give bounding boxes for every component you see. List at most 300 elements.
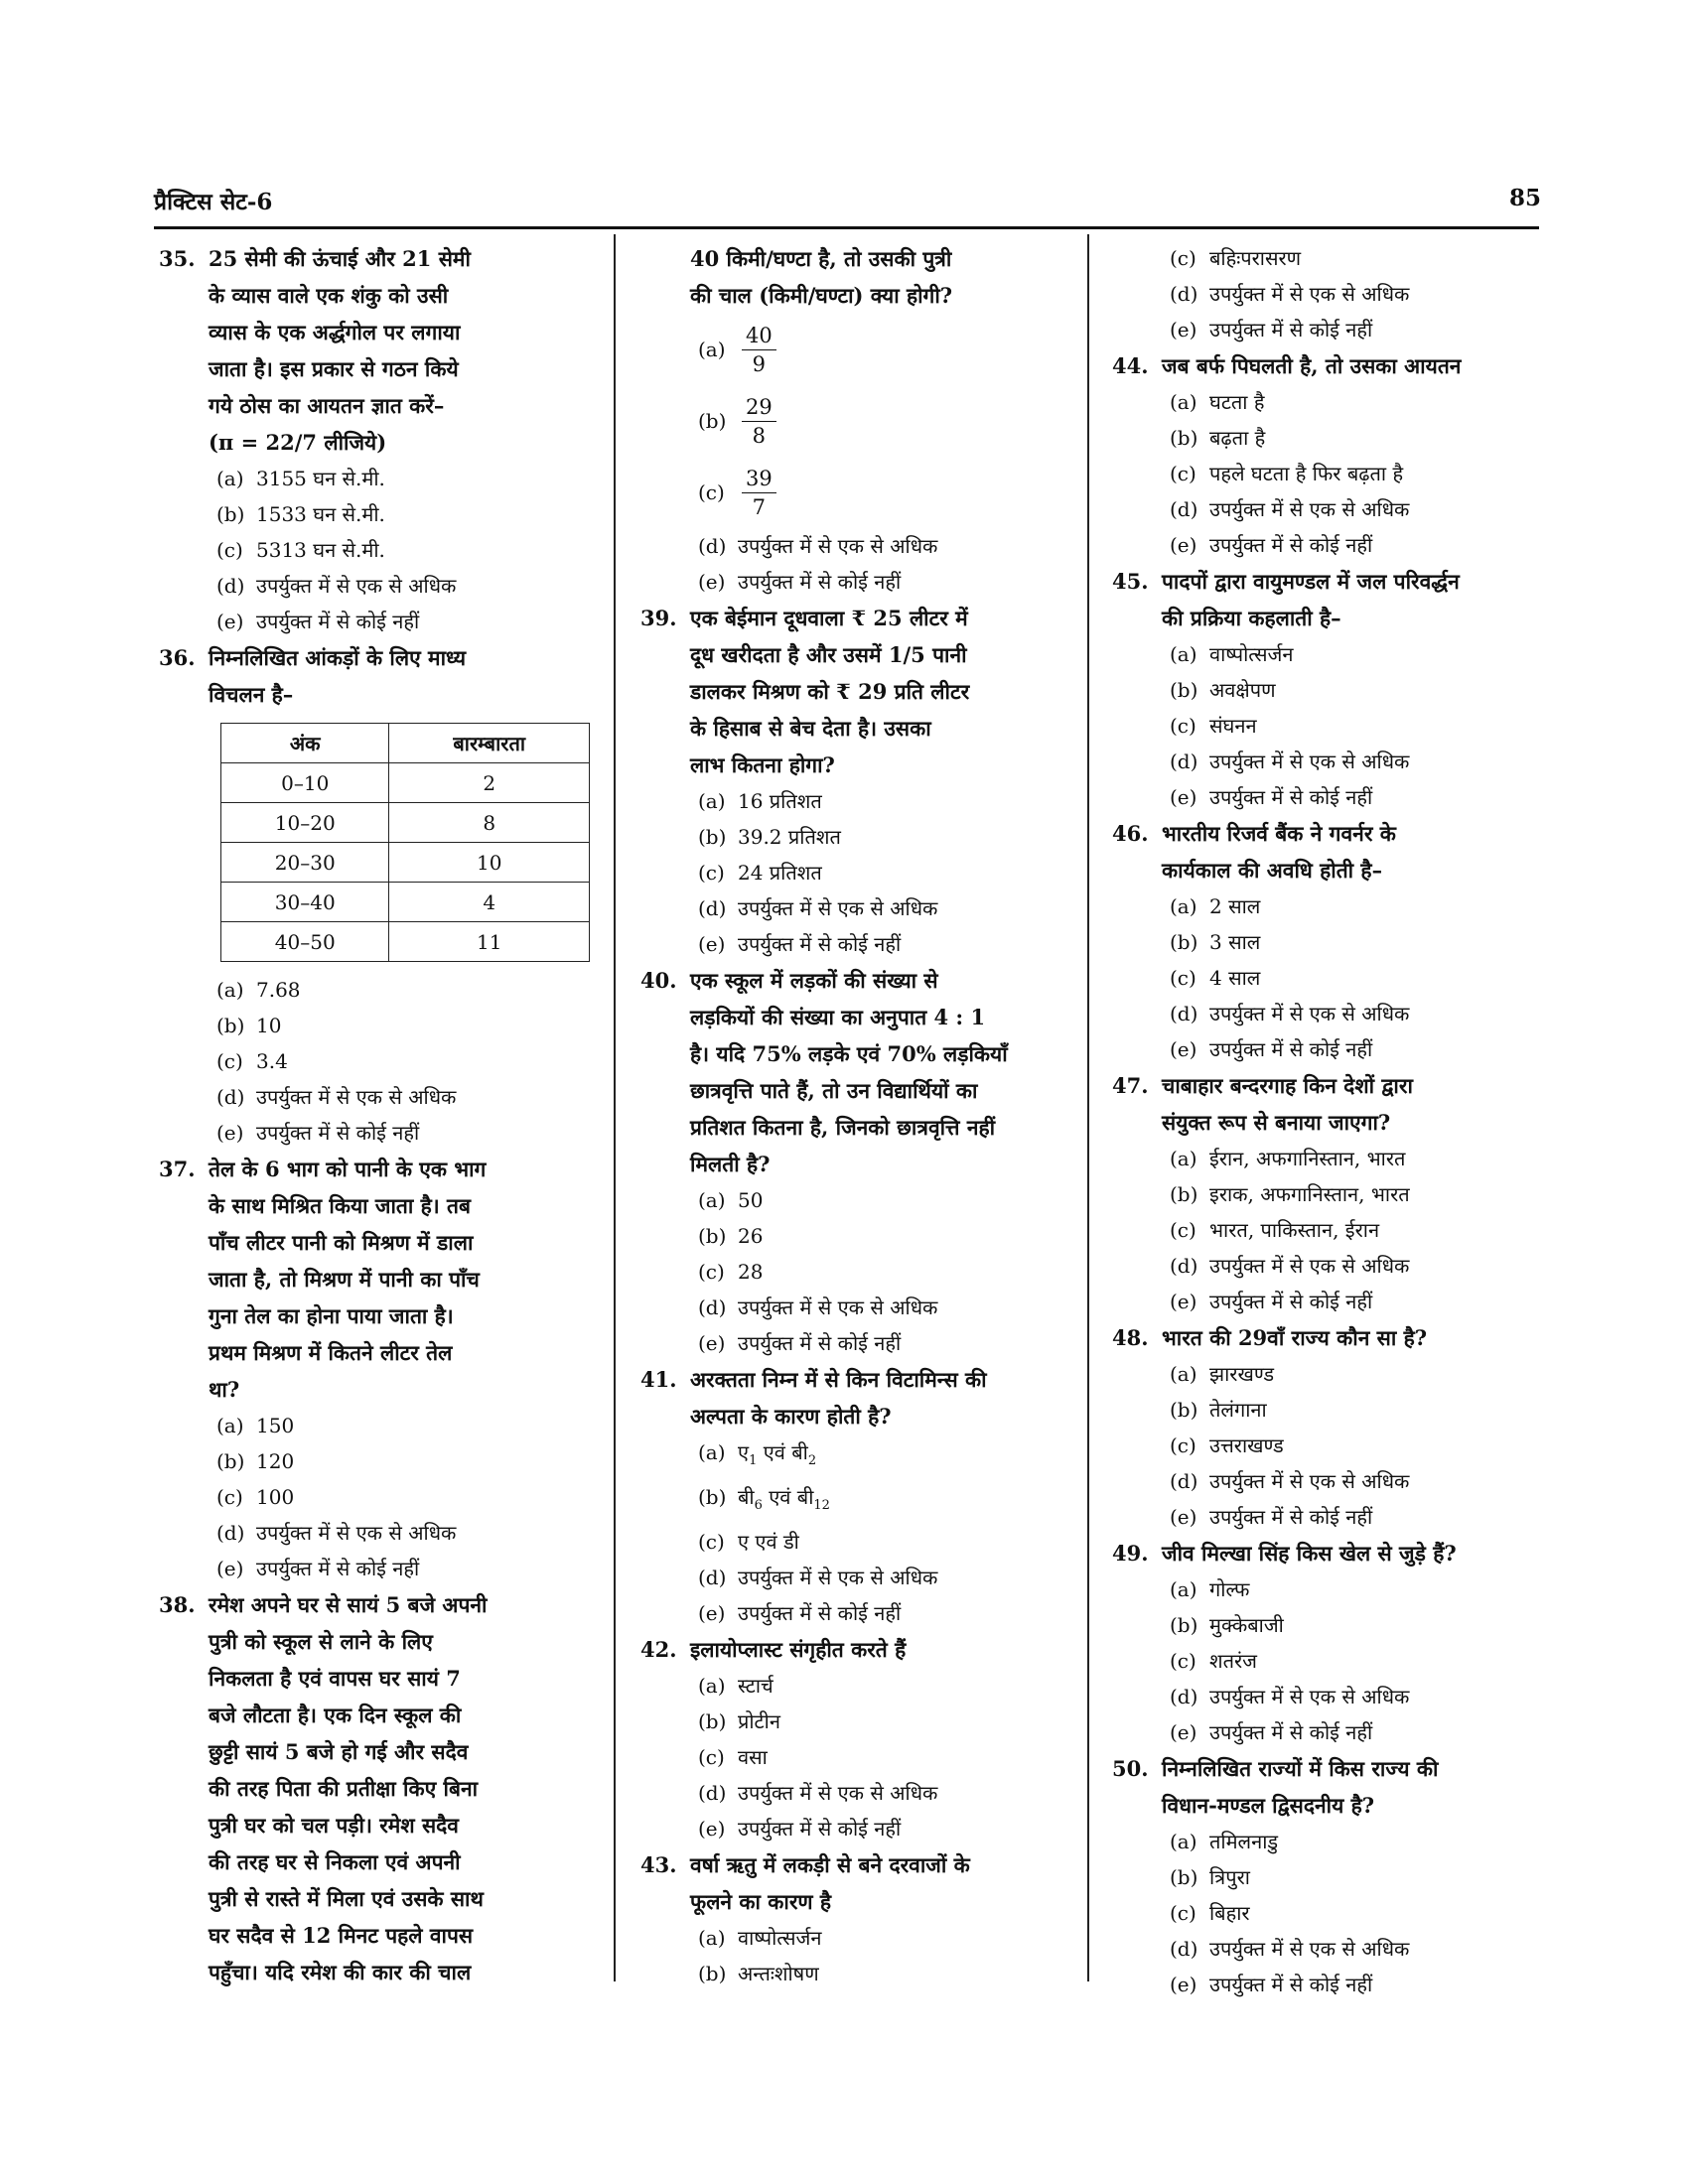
option-letter: (b) bbox=[216, 1449, 245, 1473]
fraction-numerator: 29 bbox=[742, 393, 776, 422]
question-q48 bbox=[1112, 1319, 1539, 1535]
question-text-line bbox=[640, 1146, 1072, 1182]
question-text: घर सदैव से 12 मिनट पहले वापस bbox=[209, 1923, 474, 1948]
option-text: उपर्युक्त में से कोई नहीं bbox=[1209, 785, 1373, 809]
option-q49 bbox=[1170, 1571, 1539, 1607]
option-letter: (a) bbox=[698, 789, 726, 813]
vitamin-subscript: 6 bbox=[754, 1498, 763, 1513]
question-text: जीव मिल्खा सिंह किस खेल से जुड़े हैं? bbox=[1162, 1541, 1457, 1566]
question-text-line bbox=[1112, 347, 1539, 384]
option-text: उपर्युक्त में से एक से अधिक bbox=[738, 1781, 938, 1805]
option-q38cont bbox=[698, 528, 1072, 564]
question-text-line bbox=[640, 1072, 1072, 1109]
option-text: 7.68 bbox=[256, 978, 301, 1002]
option-letter: (a) bbox=[1170, 1147, 1197, 1170]
option-letter: (a) bbox=[698, 338, 726, 361]
option-text: बढ़ता है bbox=[1209, 426, 1266, 450]
option-letter: (d) bbox=[698, 1566, 727, 1589]
fraction-denominator: 8 bbox=[752, 423, 767, 448]
question-q40 bbox=[640, 962, 1072, 1361]
option-q49 bbox=[1170, 1643, 1539, 1679]
option-q35 bbox=[216, 532, 586, 568]
question-q38 bbox=[159, 1586, 586, 1990]
question-text-line bbox=[1112, 1104, 1539, 1141]
option-text: संघनन bbox=[1209, 714, 1257, 738]
question-text-line bbox=[640, 710, 1072, 747]
page-header-title: प्रैक्टिस सेट-6 bbox=[154, 189, 273, 215]
option-letter: (a) bbox=[698, 1440, 726, 1464]
question-q38cont bbox=[640, 240, 1072, 600]
option-text: स्टार्च bbox=[738, 1674, 774, 1698]
question-q43cont bbox=[1112, 240, 1539, 347]
option-text: उपर्युक्त में से कोई नहीं bbox=[256, 610, 420, 633]
question-text-line bbox=[640, 240, 1072, 277]
question-text-line bbox=[640, 277, 1072, 314]
option-letter: (e) bbox=[216, 1121, 244, 1145]
question-text: रमेश अपने घर से सायं 5 बजे अपनी bbox=[209, 1592, 488, 1617]
option-letter: (d) bbox=[1170, 282, 1198, 306]
question-text: लड़कियों की संख्या का अनुपात 4 : 1 bbox=[690, 1005, 986, 1029]
option-q50 bbox=[1170, 1859, 1539, 1895]
question-text-line bbox=[159, 1917, 586, 1954]
question-text-line bbox=[159, 1954, 586, 1990]
option-text: उपर्युक्त में से कोई नहीं bbox=[1209, 318, 1373, 341]
option-q41 bbox=[698, 1524, 1072, 1560]
question-number: 47. bbox=[1112, 1073, 1149, 1098]
option-text: वाष्पोत्सर्जन bbox=[1209, 642, 1294, 666]
option-q45 bbox=[1170, 672, 1539, 708]
question-text: अरक्तता निम्न में से किन विटामिन्स की bbox=[690, 1367, 987, 1392]
option-q47 bbox=[1170, 1248, 1539, 1284]
question-q49 bbox=[1112, 1535, 1539, 1750]
option-letter: (c) bbox=[1170, 966, 1196, 990]
question-q47 bbox=[1112, 1067, 1539, 1319]
option-text: गोल्फ bbox=[1209, 1577, 1250, 1601]
option-q43 bbox=[698, 1956, 1072, 1991]
question-text-line bbox=[159, 1880, 586, 1917]
question-text-line bbox=[1112, 1319, 1539, 1356]
option-q35 bbox=[216, 496, 586, 532]
question-number: 50. bbox=[1112, 1756, 1149, 1781]
vitamin-name: एवं बी bbox=[762, 1485, 814, 1509]
option-text: 28 bbox=[738, 1260, 764, 1284]
question-text-line bbox=[159, 1623, 586, 1660]
option-q48 bbox=[1170, 1392, 1539, 1428]
question-text: 40 किमी/घण्टा है, तो उसकी पुत्री bbox=[690, 246, 952, 271]
option-q38cont bbox=[698, 385, 1072, 457]
option-letter: (d) bbox=[698, 1781, 727, 1805]
question-text-line bbox=[1112, 852, 1539, 888]
option-letter: (b) bbox=[1170, 426, 1198, 450]
option-q46 bbox=[1170, 888, 1539, 924]
option-letter: (d) bbox=[1170, 1937, 1198, 1961]
option-letter: (b) bbox=[1170, 930, 1198, 954]
option-letter: (b) bbox=[1170, 1613, 1198, 1637]
option-q46 bbox=[1170, 1031, 1539, 1067]
vitamin-name: ए bbox=[738, 1440, 750, 1464]
question-text-line bbox=[640, 600, 1072, 636]
option-letter: (a) bbox=[1170, 1577, 1197, 1601]
question-text: एक बेईमान दूधवाला ₹ 25 लीटर में bbox=[690, 606, 968, 630]
question-text-line bbox=[159, 1697, 586, 1733]
option-letter: (a) bbox=[698, 1674, 726, 1698]
option-q42 bbox=[698, 1811, 1072, 1846]
option-q37 bbox=[216, 1551, 586, 1586]
option-letter: (d) bbox=[1170, 1002, 1198, 1025]
question-text: छुट्टी सायं 5 बजे हो गई और सदैव bbox=[209, 1739, 469, 1764]
option-q36 bbox=[216, 1008, 586, 1043]
option-text: 3 साल bbox=[1209, 930, 1261, 954]
option-text: उपर्युक्त में से एक से अधिक bbox=[1209, 497, 1410, 521]
option-text: उपर्युक्त में से कोई नहीं bbox=[1209, 1505, 1373, 1529]
option-text: वसा bbox=[738, 1745, 768, 1769]
option-text: इराक, अफगानिस्तान, भारत bbox=[1209, 1182, 1410, 1206]
column-3 bbox=[1112, 240, 1539, 2002]
option-letter: (e) bbox=[698, 1601, 726, 1625]
fraction bbox=[742, 322, 776, 378]
option-q45 bbox=[1170, 708, 1539, 744]
option-q39 bbox=[698, 926, 1072, 962]
option-q47 bbox=[1170, 1176, 1539, 1212]
option-letter: (b) bbox=[698, 409, 727, 433]
option-text: बहिःपरासरण bbox=[1209, 246, 1302, 270]
option-letter: (b) bbox=[698, 1224, 727, 1248]
question-text: डालकर मिश्रण को ₹ 29 प्रति लीटर bbox=[690, 679, 970, 704]
option-letter: (d) bbox=[1170, 497, 1198, 521]
option-letter: (c) bbox=[1170, 1901, 1196, 1925]
question-text: बजे लौटता है। एक दिन स्कूल की bbox=[209, 1703, 462, 1727]
question-text: के साथ मिश्रित किया जाता है। तब bbox=[209, 1193, 472, 1218]
table-cell: 10 bbox=[389, 843, 590, 883]
option-text: उपर्युक्त में से कोई नहीं bbox=[1209, 1973, 1373, 1996]
question-number: 36. bbox=[159, 645, 196, 670]
vitamin-name: एवं बी bbox=[757, 1440, 808, 1464]
question-text-line bbox=[159, 240, 586, 277]
fraction-numerator: 40 bbox=[742, 322, 776, 350]
option-letter: (b) bbox=[1170, 1398, 1198, 1422]
question-text-line bbox=[159, 1224, 586, 1261]
question-text-line bbox=[640, 1846, 1072, 1883]
option-text: 4 साल bbox=[1209, 966, 1261, 990]
option-text: उपर्युक्त में से कोई नहीं bbox=[1209, 533, 1373, 557]
option-letter: (a) bbox=[216, 1414, 244, 1437]
option-text: 100 bbox=[256, 1485, 295, 1509]
option-letter: (a) bbox=[216, 978, 244, 1002]
question-text: विधान-मण्डल द्विसदनीय है? bbox=[1162, 1793, 1375, 1818]
option-text: तेलंगाना bbox=[1209, 1398, 1267, 1422]
question-text-line bbox=[159, 1151, 586, 1187]
question-text-line bbox=[159, 387, 586, 424]
question-number: 38. bbox=[159, 1592, 196, 1617]
question-text-line bbox=[159, 1371, 586, 1408]
option-q43cont bbox=[1170, 240, 1539, 276]
option-q39 bbox=[698, 855, 1072, 890]
option-text: उपर्युक्त में से कोई नहीं bbox=[738, 932, 902, 956]
option-letter: (d) bbox=[1170, 1254, 1198, 1278]
option-q35 bbox=[216, 461, 586, 496]
option-text: उपर्युक्त में से कोई नहीं bbox=[1209, 1720, 1373, 1744]
question-number: 39. bbox=[640, 606, 677, 630]
option-q40 bbox=[698, 1218, 1072, 1254]
question-text: प्रतिशत कितना है, जिनको छात्रवृत्ति नहीं bbox=[690, 1115, 996, 1140]
option-text: प्रोटीन bbox=[738, 1709, 780, 1733]
option-q37 bbox=[216, 1479, 586, 1515]
option-text: उपर्युक्त में से एक से अधिक bbox=[1209, 1937, 1410, 1961]
question-q37 bbox=[159, 1151, 586, 1586]
option-text: पहले घटता है फिर बढ़ता है bbox=[1209, 462, 1404, 485]
option-q37 bbox=[216, 1515, 586, 1551]
option-text: भारत, पाकिस्तान, ईरान bbox=[1209, 1218, 1380, 1242]
option-letter: (b) bbox=[216, 502, 245, 526]
option-letter: (d) bbox=[216, 1521, 245, 1545]
option-q46 bbox=[1170, 924, 1539, 960]
option-letter: (c) bbox=[216, 1485, 243, 1509]
question-text: गुना तेल का होना पाया जाता है। bbox=[209, 1303, 454, 1328]
option-text: उपर्युक्त में से एक से अधिक bbox=[1209, 1254, 1410, 1278]
question-text: चाबाहार बन्दरगाह किन देशों द्वारा bbox=[1162, 1073, 1413, 1098]
option-q37 bbox=[216, 1408, 586, 1443]
question-text: पुत्री घर को चल पड़ी। रमेश सदैव bbox=[209, 1813, 459, 1838]
question-text: के हिसाब से बेच देता है। उसका bbox=[690, 716, 931, 741]
option-q41 bbox=[698, 1560, 1072, 1595]
column-1 bbox=[159, 240, 586, 1990]
fraction-denominator: 7 bbox=[752, 494, 767, 519]
option-letter: (e) bbox=[1170, 1037, 1197, 1061]
option-letter: (c) bbox=[1170, 1433, 1196, 1457]
option-q50 bbox=[1170, 1824, 1539, 1859]
table-cell: 10–20 bbox=[221, 803, 389, 843]
question-text-line bbox=[640, 673, 1072, 710]
question-text: व्यास के एक अर्द्धगोल पर लगाया bbox=[209, 320, 461, 344]
option-text: 5313 घन से.मी. bbox=[256, 538, 385, 562]
question-number: 43. bbox=[640, 1852, 677, 1877]
question-text-line bbox=[1112, 1535, 1539, 1571]
question-text: है। यदि 75% लड़के एवं 70% लड़कियाँ bbox=[690, 1041, 1008, 1066]
option-q50 bbox=[1170, 1895, 1539, 1931]
option-text: उपर्युक्त में से कोई नहीं bbox=[738, 570, 902, 594]
option-letter: (a) bbox=[1170, 642, 1197, 666]
option-text: त्रिपुरा bbox=[1209, 1865, 1250, 1889]
option-text: उपर्युक्त में से कोई नहीं bbox=[256, 1557, 420, 1580]
option-q50 bbox=[1170, 1931, 1539, 1967]
question-text-line bbox=[640, 747, 1072, 783]
option-q48 bbox=[1170, 1499, 1539, 1535]
option-q41 bbox=[698, 1595, 1072, 1631]
option-letter: (d) bbox=[1170, 1685, 1198, 1708]
option-q44 bbox=[1170, 491, 1539, 527]
question-q44 bbox=[1112, 347, 1539, 563]
option-letter: (e) bbox=[698, 932, 726, 956]
option-q36 bbox=[216, 1043, 586, 1079]
question-q35 bbox=[159, 240, 586, 639]
table-header: बारम्बारता bbox=[389, 724, 590, 763]
option-letter: (a) bbox=[216, 467, 244, 490]
fraction bbox=[742, 393, 776, 450]
option-q44 bbox=[1170, 527, 1539, 563]
vitamin-subscript: 1 bbox=[749, 1453, 758, 1468]
option-letter: (d) bbox=[698, 534, 727, 558]
option-text: ईरान, अफगानिस्तान, भारत bbox=[1209, 1147, 1406, 1170]
question-q39 bbox=[640, 600, 1072, 962]
option-q43cont bbox=[1170, 276, 1539, 312]
vitamin-name: बी bbox=[738, 1485, 755, 1509]
option-letter: (b) bbox=[1170, 1865, 1198, 1889]
table-cell: 40–50 bbox=[221, 922, 389, 962]
option-text: 2 साल bbox=[1209, 894, 1261, 918]
question-text: भारत की 29वाँ राज्य कौन सा है? bbox=[1162, 1325, 1428, 1350]
table-cell: 2 bbox=[389, 763, 590, 803]
option-letter: (e) bbox=[1170, 1720, 1197, 1744]
option-letter: (c) bbox=[698, 1745, 725, 1769]
table-header: अंक bbox=[221, 724, 389, 763]
question-text: था? bbox=[209, 1377, 240, 1402]
option-text: 39.2 प्रतिशत bbox=[738, 825, 841, 849]
question-text-line bbox=[159, 314, 586, 350]
option-q44 bbox=[1170, 420, 1539, 456]
option-q39 bbox=[698, 783, 1072, 819]
question-number: 42. bbox=[640, 1637, 677, 1662]
table-cell: 30–40 bbox=[221, 883, 389, 922]
question-number: 35. bbox=[159, 246, 196, 271]
option-q49 bbox=[1170, 1714, 1539, 1750]
option-text: शतरंज bbox=[1209, 1649, 1258, 1673]
option-letter: (e) bbox=[698, 570, 726, 594]
option-q40 bbox=[698, 1182, 1072, 1218]
option-text: 10 bbox=[256, 1014, 282, 1037]
question-text: निम्नलिखित आंकड़ों के लिए माध्य bbox=[209, 645, 467, 670]
question-text: के व्यास वाले एक शंकु को उसी bbox=[209, 283, 449, 308]
question-text: भारतीय रिजर्व बैंक ने गवर्नर के bbox=[1162, 821, 1396, 846]
option-letter: (b) bbox=[698, 825, 727, 849]
fraction-denominator: 9 bbox=[752, 351, 767, 376]
option-text: उपर्युक्त में से एक से अधिक bbox=[738, 1296, 938, 1319]
option-q39 bbox=[698, 890, 1072, 926]
option-text: उपर्युक्त में से एक से अधिक bbox=[1209, 750, 1410, 773]
option-q39 bbox=[698, 819, 1072, 855]
option-q38cont bbox=[698, 457, 1072, 528]
question-text-line bbox=[1112, 1787, 1539, 1824]
option-letter: (d) bbox=[1170, 750, 1198, 773]
question-q45 bbox=[1112, 563, 1539, 815]
option-text: उपर्युक्त में से कोई नहीं bbox=[738, 1601, 902, 1625]
option-q40 bbox=[698, 1254, 1072, 1290]
question-text-line bbox=[1112, 1067, 1539, 1104]
option-q37 bbox=[216, 1443, 586, 1479]
question-text: निकलता है एवं वापस घर सायं 7 bbox=[209, 1666, 461, 1691]
fraction bbox=[742, 465, 776, 521]
question-text: की तरह घर से निकला एवं अपनी bbox=[209, 1849, 461, 1874]
table-row bbox=[221, 922, 590, 962]
option-q45 bbox=[1170, 779, 1539, 815]
option-text: उपर्युक्त में से कोई नहीं bbox=[256, 1121, 420, 1145]
option-q42 bbox=[698, 1668, 1072, 1704]
question-q36 bbox=[159, 639, 586, 1151]
option-q38cont bbox=[698, 314, 1072, 385]
option-q49 bbox=[1170, 1607, 1539, 1643]
option-letter: (c) bbox=[1170, 1649, 1196, 1673]
option-text: अवक्षेपण bbox=[1209, 678, 1276, 702]
option-q45 bbox=[1170, 636, 1539, 672]
question-q42 bbox=[640, 1631, 1072, 1846]
option-q46 bbox=[1170, 996, 1539, 1031]
option-q41 bbox=[698, 1479, 1072, 1524]
question-text-line bbox=[1112, 1750, 1539, 1787]
option-q36 bbox=[216, 1079, 586, 1115]
option-text: उपर्युक्त में से कोई नहीं bbox=[738, 1817, 902, 1841]
option-text: 3.4 bbox=[256, 1049, 288, 1073]
option-letter: (b) bbox=[698, 1485, 727, 1509]
page-number: 85 bbox=[1509, 185, 1542, 211]
question-text: अल्पता के कारण होती है? bbox=[690, 1404, 892, 1429]
question-q46 bbox=[1112, 815, 1539, 1067]
question-number: 48. bbox=[1112, 1325, 1149, 1350]
option-letter: (e) bbox=[1170, 1505, 1197, 1529]
option-letter: (e) bbox=[1170, 1290, 1197, 1313]
option-letter: (b) bbox=[698, 1962, 727, 1985]
option-q48 bbox=[1170, 1356, 1539, 1392]
option-q36 bbox=[216, 972, 586, 1008]
option-text: मुक्केबाजी bbox=[1209, 1613, 1284, 1637]
option-text: उपर्युक्त में से कोई नहीं bbox=[1209, 1290, 1373, 1313]
option-q42 bbox=[698, 1775, 1072, 1811]
question-text: विचलन है– bbox=[209, 682, 294, 707]
question-text: एक स्कूल में लड़कों की संख्या से bbox=[690, 968, 938, 993]
option-q48 bbox=[1170, 1428, 1539, 1463]
table-row bbox=[221, 763, 590, 803]
question-text-line bbox=[640, 1631, 1072, 1668]
fraction-numerator: 39 bbox=[742, 465, 776, 493]
question-text-line bbox=[640, 1398, 1072, 1434]
option-letter: (e) bbox=[216, 1557, 244, 1580]
option-letter: (a) bbox=[1170, 1362, 1197, 1386]
option-text: 16 प्रतिशत bbox=[738, 789, 822, 813]
option-letter: (b) bbox=[698, 1709, 727, 1733]
question-text-line bbox=[640, 1361, 1072, 1398]
option-letter: (e) bbox=[1170, 533, 1197, 557]
option-letter: (b) bbox=[216, 1014, 245, 1037]
question-text-line bbox=[159, 424, 586, 461]
table-cell: 0–10 bbox=[221, 763, 389, 803]
option-text bbox=[738, 1434, 1072, 1479]
option-letter: (e) bbox=[1170, 1973, 1197, 1996]
question-text-line bbox=[159, 1807, 586, 1843]
question-text-line bbox=[159, 1660, 586, 1697]
option-letter: (e) bbox=[1170, 785, 1197, 809]
option-letter: (e) bbox=[698, 1817, 726, 1841]
option-text: उपर्युक्त में से एक से अधिक bbox=[1209, 1002, 1410, 1025]
option-q48 bbox=[1170, 1463, 1539, 1499]
question-text-line bbox=[640, 1883, 1072, 1920]
option-q45 bbox=[1170, 744, 1539, 779]
question-number: 44. bbox=[1112, 353, 1149, 378]
option-letter: (c) bbox=[1170, 462, 1196, 485]
table-row bbox=[221, 883, 590, 922]
option-q40 bbox=[698, 1325, 1072, 1361]
option-letter: (e) bbox=[216, 610, 244, 633]
option-text: घटता है bbox=[1209, 390, 1265, 414]
table-row bbox=[221, 803, 590, 843]
option-text: 24 प्रतिशत bbox=[738, 861, 822, 885]
question-text-line bbox=[159, 1770, 586, 1807]
option-text: ए एवं डी bbox=[738, 1530, 799, 1554]
option-text: उपर्युक्त में से एक से अधिक bbox=[1209, 1469, 1410, 1493]
option-q42 bbox=[698, 1704, 1072, 1739]
question-text: 25 सेमी की ऊंचाई और 21 सेमी bbox=[209, 246, 471, 271]
option-text: उपर्युक्त में से कोई नहीं bbox=[738, 1331, 902, 1355]
question-number: 49. bbox=[1112, 1541, 1149, 1566]
option-letter: (c) bbox=[1170, 1218, 1196, 1242]
option-q43cont bbox=[1170, 312, 1539, 347]
